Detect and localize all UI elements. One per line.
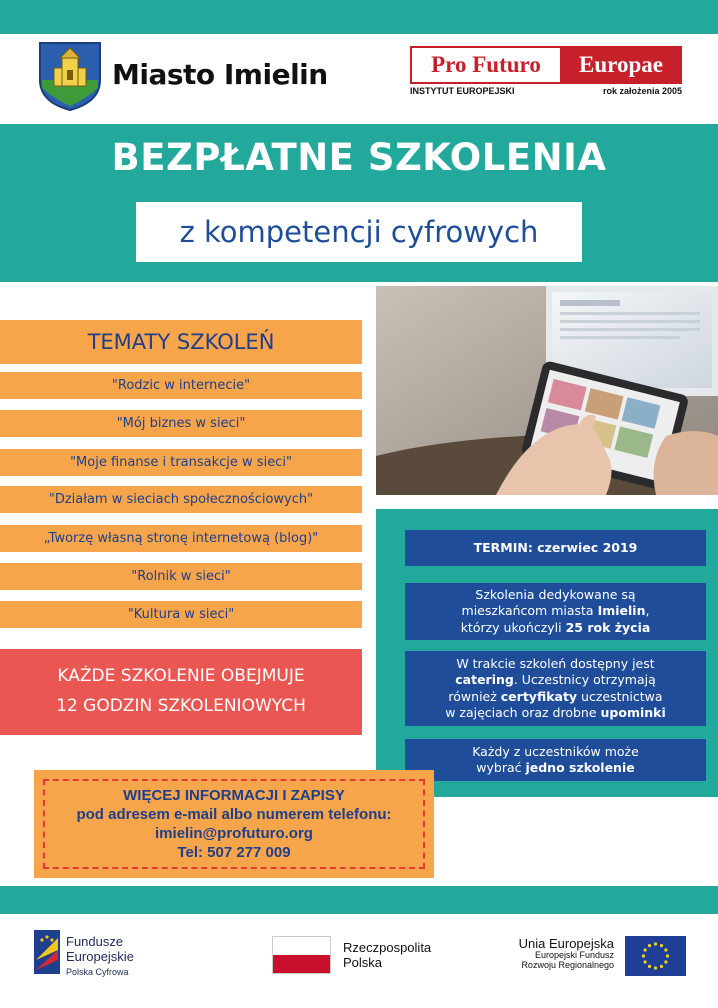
topic-item: "Rodzic w internecie" — [0, 372, 362, 399]
topic-item: "Rolnik w sieci" — [0, 563, 362, 590]
hours-line-2: 12 GODZIN SZKOLENIOWYCH — [56, 696, 306, 716]
catering-box: W trakcie szkoleń dostępny jest catering. Uczestnicy otrzymają również certyfikaty uczestnictwa w zajęciach oraz drobne upominki — [405, 651, 706, 726]
logo-subtitle-left: INSTYTUT EUROPEJSKI — [410, 86, 515, 96]
hours-box — [0, 649, 362, 735]
choice-line-1: Każdy z uczestników może — [472, 743, 639, 759]
contact-box — [34, 770, 434, 878]
rzeczpospolita-text: Rzeczpospolita Polska — [343, 940, 432, 970]
catering-line-1: W trakcie szkoleń dostępny jest — [456, 656, 655, 671]
topic-item: "Działam w sieciach społecznościowych" — [0, 486, 362, 513]
unia-europejska-text: Unia Europejska Europejski Fundusz Rozwoju Regionalnego — [518, 936, 614, 971]
header — [0, 34, 718, 124]
topics-header: TEMATY SZKOLEŃ — [0, 320, 362, 364]
topic-item: "Moje finanse i transakcje w sieci" — [0, 449, 362, 476]
tablet-photo — [376, 286, 718, 495]
bottom-band — [0, 886, 718, 914]
eu-flag-icon — [625, 936, 686, 976]
fundusze-europejskie-text: Fundusze Europejskie Polska Cyfrowa — [66, 934, 134, 977]
fundusze-europejskie-logo-icon — [32, 930, 62, 976]
contact-phone[interactable]: Tel: 507 277 009 — [177, 844, 291, 862]
topic-item: "Mój biznes w sieci" — [0, 410, 362, 437]
audience-box: Szkolenia dedykowane są mieszkańcom miasta Imielin, którzy ukończyli 25 rok życia — [405, 583, 706, 640]
polish-flag-icon — [272, 936, 331, 974]
hero-subtitle: z kompetencji cyfrowych — [136, 202, 582, 262]
contact-subheading: pod adresem e-mail albo numerem telefonu: — [76, 805, 392, 823]
topic-item: „Tworzę własną stronę internetową (blog)" — [0, 525, 362, 552]
termin-text: TERMIN: czerwiec 2019 — [473, 539, 638, 555]
choice-box: Każdy z uczestników może wybrać jedno szkolenie — [405, 739, 706, 781]
age-highlight: 25 rok życia — [565, 619, 651, 635]
top-band — [0, 0, 718, 34]
pro-futuro-logo — [410, 46, 682, 96]
hero-banner — [0, 124, 718, 282]
city-crest-icon — [36, 40, 104, 112]
logo-subtitle-right: rok założenia 2005 — [602, 86, 682, 96]
logo-part-pro-futuro: Pro Futuro — [410, 46, 560, 84]
audience-line-1: Szkolenia dedykowane są — [475, 587, 636, 603]
contact-heading: WIĘCEJ INFORMACJI I ZAPISY — [123, 786, 345, 804]
city-name: Miasto Imielin — [112, 58, 328, 91]
hours-line-1: KAŻDE SZKOLENIE OBEJMUJE — [57, 666, 305, 687]
city-highlight: Imielin — [597, 603, 646, 619]
logo-part-europae: Europae — [560, 46, 682, 84]
hero-title: BEZPŁATNE SZKOLENIA — [111, 136, 607, 179]
contact-email[interactable]: imielin@profuturo.org — [155, 825, 313, 842]
topic-item: "Kultura w sieci" — [0, 601, 362, 628]
termin-box — [405, 530, 706, 566]
